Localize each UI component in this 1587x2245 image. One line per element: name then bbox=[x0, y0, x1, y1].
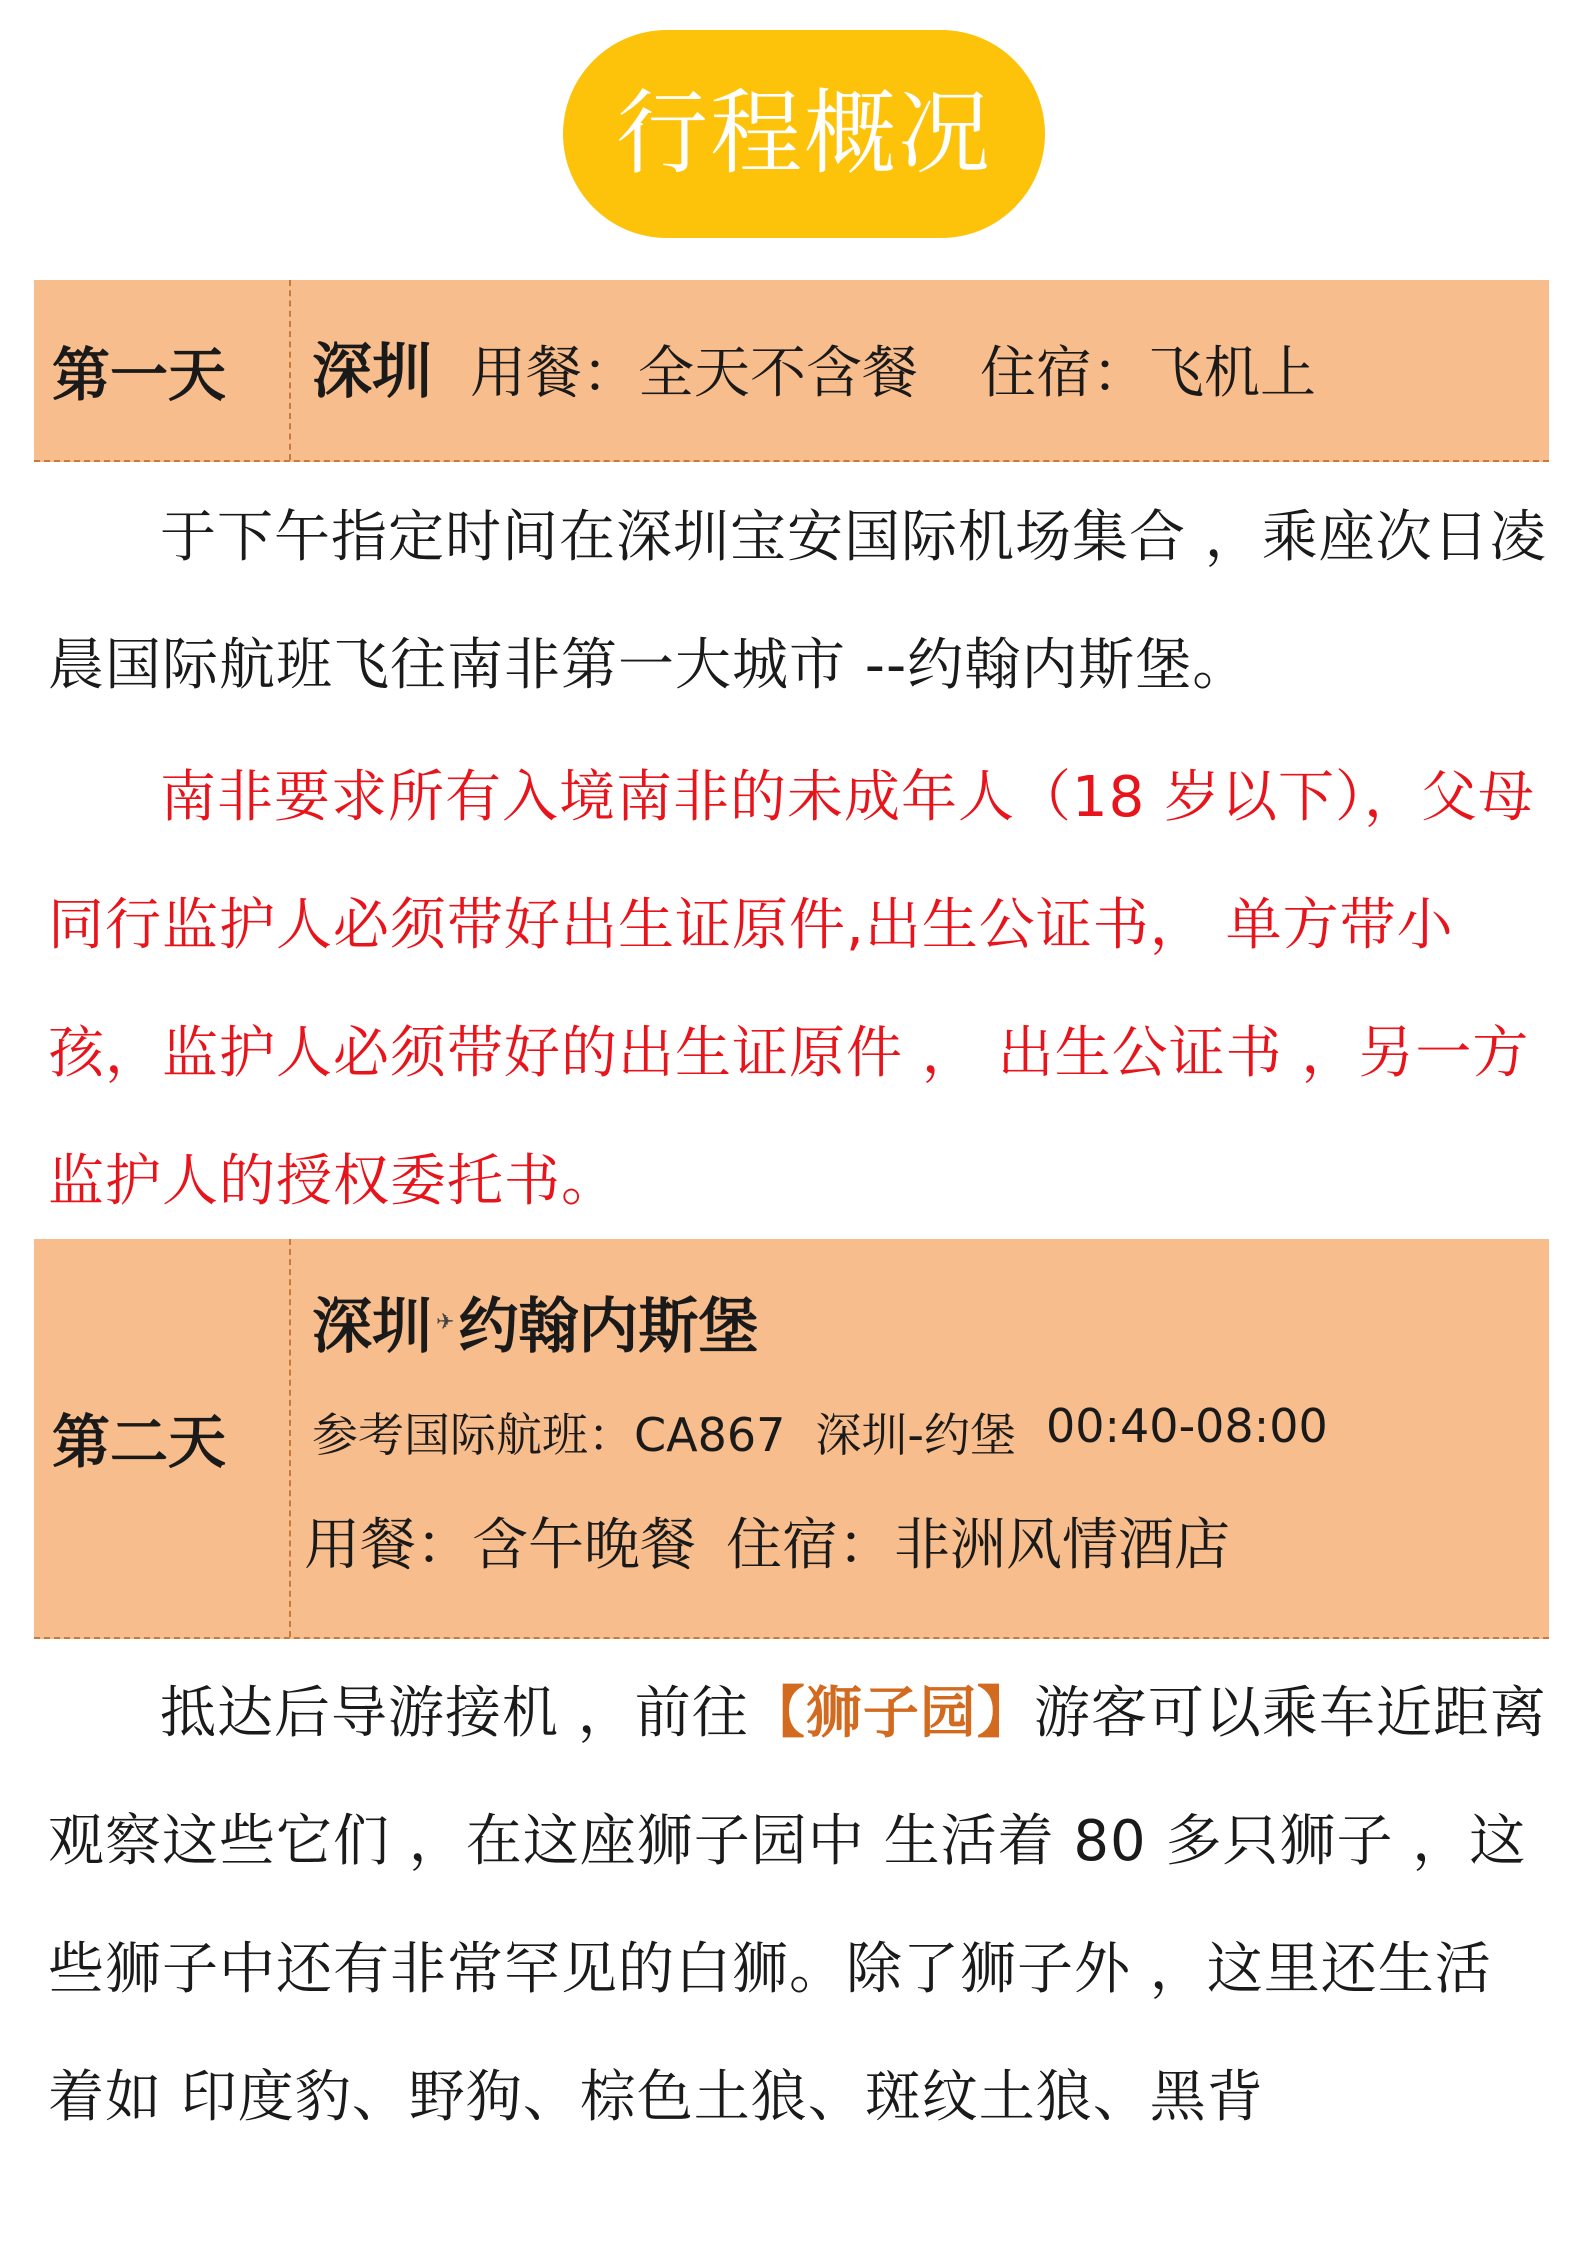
day2-description bbox=[48, 1650, 1548, 2162]
day2-text-before: 抵达后导游接机 ，前往 bbox=[160, 1681, 749, 1746]
day-summary bbox=[312, 324, 1316, 410]
flight-route: 深圳-约堡 bbox=[815, 1408, 1016, 1462]
day-accommodation: 住宿：非洲风情酒店 bbox=[726, 1513, 1230, 1578]
day-city: 深圳 bbox=[312, 337, 432, 407]
day-header-2 bbox=[34, 1239, 1549, 1639]
flight-number: 参考国际航班：CA867 bbox=[312, 1408, 786, 1462]
day-meal-stay bbox=[304, 1501, 1230, 1581]
attraction-highlight: 【狮子园】 bbox=[748, 1681, 1034, 1746]
page-title-badge bbox=[563, 30, 1045, 238]
day1-description: 于下午指定时间在深圳宝安国际机场集合 ，乘座次日凌晨国际航班飞往南非第一大城市 --约翰内斯堡。 bbox=[48, 505, 1547, 698]
route-origin: 深圳 bbox=[312, 1292, 432, 1362]
day-label: 第一天 bbox=[52, 341, 227, 409]
day2-text-after: 游客可以乘车近距离观察这些它们 ，在这座狮子园中 生活着 80 多只狮子 ，这些狮子中还有非常罕见的白狮。除了狮子外 ，这里还生活着如 印度豹、野狗、棕色土狼、斑纹土狼、黑背 bbox=[48, 1681, 1547, 2130]
day-header-divider bbox=[289, 1239, 291, 1637]
day-meal: 用餐：全天不含餐 bbox=[470, 341, 918, 406]
flight-info bbox=[312, 1399, 1328, 1465]
day-header-1 bbox=[34, 280, 1549, 462]
flight-time: 00:40-08:00 bbox=[1046, 1399, 1328, 1453]
page-title: 行程概况 bbox=[615, 80, 992, 187]
day-meal: 用餐：含午晚餐 bbox=[304, 1513, 696, 1578]
day-label: 第二天 bbox=[52, 1408, 227, 1476]
minor-travel-notice: 南非要求所有入境南非的未成年人（18 岁以下），父母同行监护人必须带好出生证原件,出生公证书， 单方带小孩，监护人必须带好的出生证原件 ， 出生公证书 ，另一方监护人的授权委托书。 bbox=[48, 765, 1536, 1214]
day-header-divider bbox=[289, 280, 291, 460]
plane-icon: ✈ bbox=[436, 1309, 455, 1335]
day-accommodation: 住宿：飞机上 bbox=[980, 341, 1316, 406]
day-route bbox=[312, 1279, 758, 1365]
route-destination: 约翰内斯堡 bbox=[458, 1292, 759, 1362]
